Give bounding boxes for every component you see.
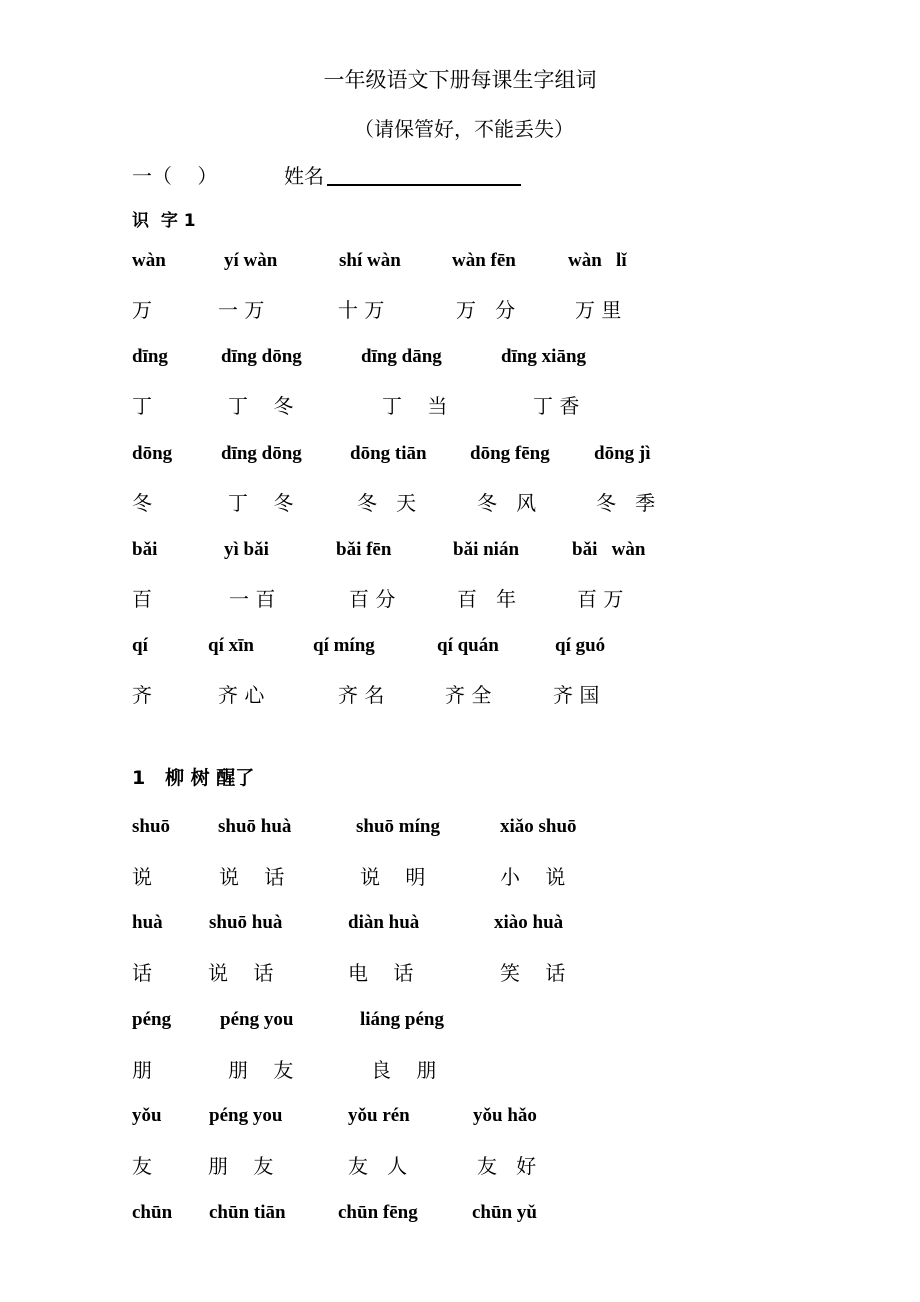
pinyin-word: shí wàn <box>339 250 401 271</box>
hanzi-word: 一 万 <box>218 298 265 322</box>
hanzi-word: 万 里 <box>575 298 622 322</box>
hanzi-word: 友 <box>132 1154 152 1178</box>
pinyin-word: shuō míng <box>356 816 440 837</box>
pinyin-word: yí wàn <box>224 250 278 271</box>
pinyin-word: dōng jì <box>594 443 651 464</box>
hanzi-word: 丁 冬 <box>228 394 294 418</box>
pinyin-word: qí guó <box>555 635 606 656</box>
pinyin-word: qí <box>132 635 148 656</box>
hanzi-word: 百 万 <box>577 587 624 611</box>
pinyin-word: bǎi wàn <box>572 539 646 560</box>
pinyin-word: yǒu rén <box>348 1105 410 1126</box>
hanzi-word: 笑 话 <box>500 961 566 985</box>
hanzi-word: 一 百 <box>229 587 276 611</box>
pinyin-word: péng you <box>209 1105 283 1126</box>
pinyin-word: dōng tiān <box>350 443 427 464</box>
hanzi-word: 电 话 <box>348 961 414 985</box>
hanzi-word: 百 <box>132 587 152 611</box>
pinyin-word: liáng péng <box>360 1009 444 1030</box>
hanzi-word: 齐 <box>132 683 152 707</box>
hanzi-word: 丁 香 <box>533 394 580 418</box>
pinyin-word: qí quán <box>437 635 499 656</box>
hanzi-word: 冬 季 <box>596 491 656 515</box>
pinyin-word: péng <box>132 1009 172 1030</box>
section-heading-shizi-1: 识 字 1 <box>132 211 196 231</box>
hanzi-word: 齐 名 <box>338 683 385 707</box>
hanzi-word: 冬 风 <box>477 491 537 515</box>
hanzi-word: 朋 <box>132 1058 152 1082</box>
pinyin-word: wàn lǐ <box>568 250 627 271</box>
hanzi-word: 百 分 <box>349 587 396 611</box>
pinyin-word: qí míng <box>313 635 375 656</box>
hanzi-word: 丁 <box>132 394 152 418</box>
hanzi-word: 丁 冬 <box>228 491 294 515</box>
pinyin-word: chūn <box>132 1202 173 1223</box>
pinyin-word: dīng dōng <box>221 346 302 367</box>
pinyin-word: bǎi <box>132 539 158 560</box>
hanzi-word: 说 明 <box>360 865 426 889</box>
pinyin-word: bǎi nián <box>453 539 520 560</box>
pinyin-word: xiào huà <box>494 912 564 933</box>
hanzi-word: 朋 友 <box>228 1058 294 1082</box>
document-title: 一年级语文下册每课生字组词 <box>323 68 597 92</box>
hanzi-word: 十 万 <box>338 298 385 322</box>
hanzi-word: 说 <box>132 865 152 889</box>
hanzi-word: 小 说 <box>500 865 566 889</box>
hanzi-word: 齐 全 <box>445 683 492 707</box>
pinyin-word: yǒu hǎo <box>473 1105 537 1126</box>
pinyin-word: shuō <box>132 816 171 837</box>
pinyin-word: diàn huà <box>348 912 420 933</box>
pinyin-word: shuō huà <box>218 816 292 837</box>
grade-class-field: 一（ ） <box>132 164 218 188</box>
hanzi-word: 说 话 <box>219 865 285 889</box>
pinyin-word: dōng <box>132 443 173 464</box>
pinyin-word: wàn fēn <box>452 250 516 271</box>
hanzi-word: 话 <box>132 961 152 985</box>
pinyin-word: chūn tiān <box>209 1202 286 1223</box>
hanzi-word: 冬 <box>132 491 152 515</box>
hanzi-word: 良 朋 <box>371 1058 437 1082</box>
pinyin-word: chūn fēng <box>338 1202 418 1223</box>
pinyin-word: wàn <box>132 250 166 271</box>
pinyin-word: yì bǎi <box>224 539 269 560</box>
pinyin-word: dīng dāng <box>361 346 442 367</box>
name-label: 姓名 <box>284 164 324 188</box>
pinyin-word: shuō huà <box>209 912 283 933</box>
pinyin-word: péng you <box>220 1009 294 1030</box>
hanzi-word: 百 年 <box>457 587 517 611</box>
hanzi-word: 丁 当 <box>382 394 448 418</box>
pinyin-word: dīng xiāng <box>501 346 587 367</box>
section-heading-lesson-1: 1 柳 树 醒了 <box>132 767 255 789</box>
hanzi-word: 说 话 <box>208 961 274 985</box>
document-subtitle: （请保管好，不能丢失） <box>354 117 574 141</box>
pinyin-word: chūn yǔ <box>472 1202 537 1223</box>
pinyin-word: qí xīn <box>208 635 254 656</box>
hanzi-word: 友 人 <box>348 1154 408 1178</box>
hanzi-word: 齐 心 <box>218 683 265 707</box>
pinyin-word: xiǎo shuō <box>500 816 577 837</box>
pinyin-word: bǎi fēn <box>336 539 392 560</box>
hanzi-word: 齐 国 <box>553 683 600 707</box>
hanzi-word: 冬 天 <box>357 491 417 515</box>
hanzi-word: 万 <box>132 298 152 322</box>
pinyin-word: dīng <box>132 346 168 367</box>
pinyin-word: dōng fēng <box>470 443 550 464</box>
hanzi-word: 友 好 <box>477 1154 537 1178</box>
pinyin-word: dīng dōng <box>221 443 302 464</box>
hanzi-word: 朋 友 <box>208 1154 274 1178</box>
name-underline-blank <box>327 184 521 186</box>
pinyin-word: huà <box>132 912 163 933</box>
hanzi-word: 万 分 <box>456 298 516 322</box>
pinyin-word: yǒu <box>132 1105 162 1126</box>
